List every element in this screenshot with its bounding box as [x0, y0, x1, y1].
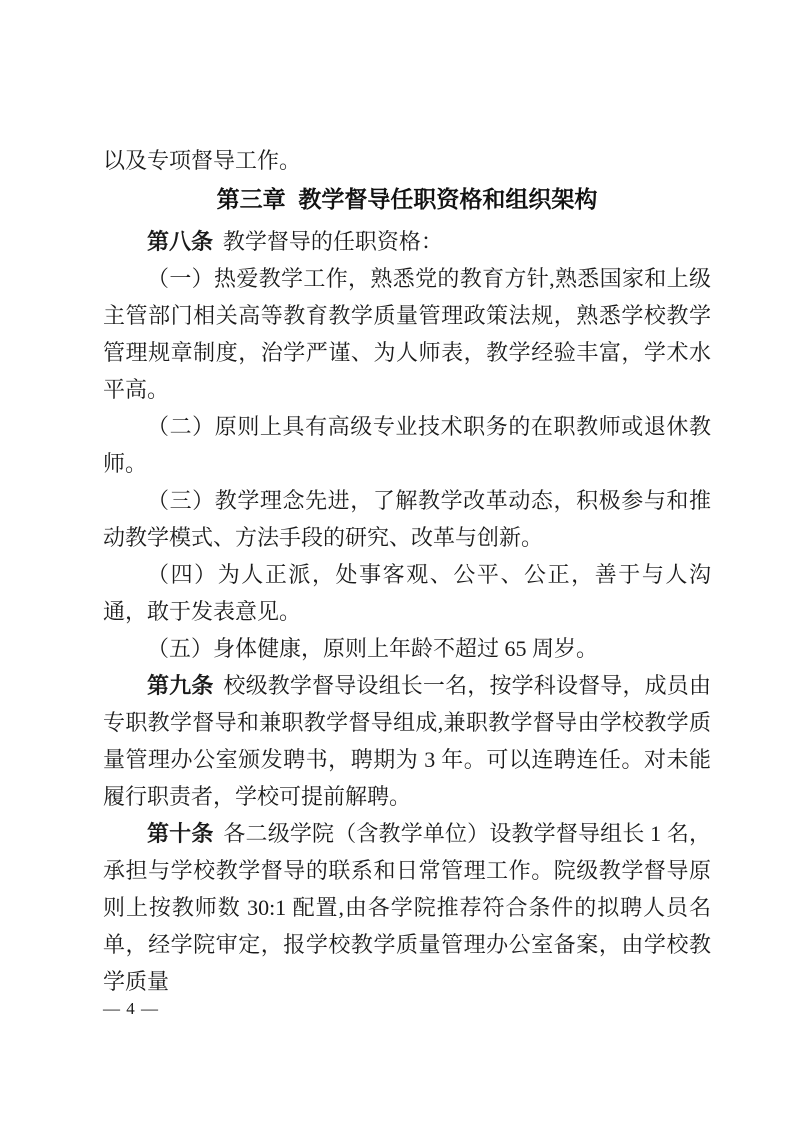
item-3-paragraph — [103, 482, 711, 556]
item-1-text: （一）热爱教学工作，熟悉党的教育方针,熟悉国家和上级主管部门相关高等教育教学质量管理政策法规，熟悉学校教学管理规章制度，治学严谨、为人师表，教学经验丰富，学术水平高。 — [103, 266, 711, 402]
item-2-text: （二）原则上具有高级专业技术职务的在职教师或退休教师。 — [103, 414, 711, 476]
article-10-paragraph — [103, 815, 711, 1000]
article-9-label: 第九条 — [147, 673, 214, 698]
continuation-paragraph: 以及专项督导工作。 — [103, 148, 302, 173]
item-4-paragraph — [103, 556, 711, 630]
item-5-text: （五）身体健康，原则上年龄不超过 65 周岁。 — [147, 636, 599, 661]
article-10-text: 各二级学院（含教学单位）设教学督导组长 1 名，承担与学校教学督导的联系和日常管理工作。院级教学督导原则上按教师数 30:1 配置,由各学院推荐符合条件的拟聘人员名单，经学院审定，报学校教学质量管理办公室备案，由学校教学质量 — [103, 821, 711, 994]
chapter-heading: 第三章 教学督导任职资格和组织架构 — [216, 186, 598, 212]
article-9-text: 校级教学督导设组长一名，按学科设督导，成员由专职教学督导和兼职教学督导组成,兼职教学督导由学校教学质量管理办公室颁发聘书，聘期为 3 年。可以连聘连任。对未能履行职责者，学校可提前解聘。 — [103, 673, 711, 809]
item-3-text: （三）教学理念先进，了解教学改革动态，积极参与和推动教学模式、方法手段的研究、改革与创新。 — [103, 488, 711, 550]
article-8-paragraph — [103, 223, 711, 260]
item-5-paragraph — [103, 630, 711, 667]
article-8-text: 教学督导的任职资格： — [222, 229, 443, 254]
item-1-paragraph — [103, 260, 711, 408]
item-4-text: （四）为人正派，处事客观、公平、公正，善于与人沟通，敢于发表意见。 — [103, 562, 711, 624]
article-10-label: 第十条 — [147, 821, 214, 846]
article-9-paragraph — [103, 667, 711, 815]
item-2-paragraph — [103, 408, 711, 482]
page-number: — 4 — — [103, 999, 159, 1018]
document-body — [103, 142, 711, 1000]
article-8-label: 第八条 — [147, 229, 214, 254]
